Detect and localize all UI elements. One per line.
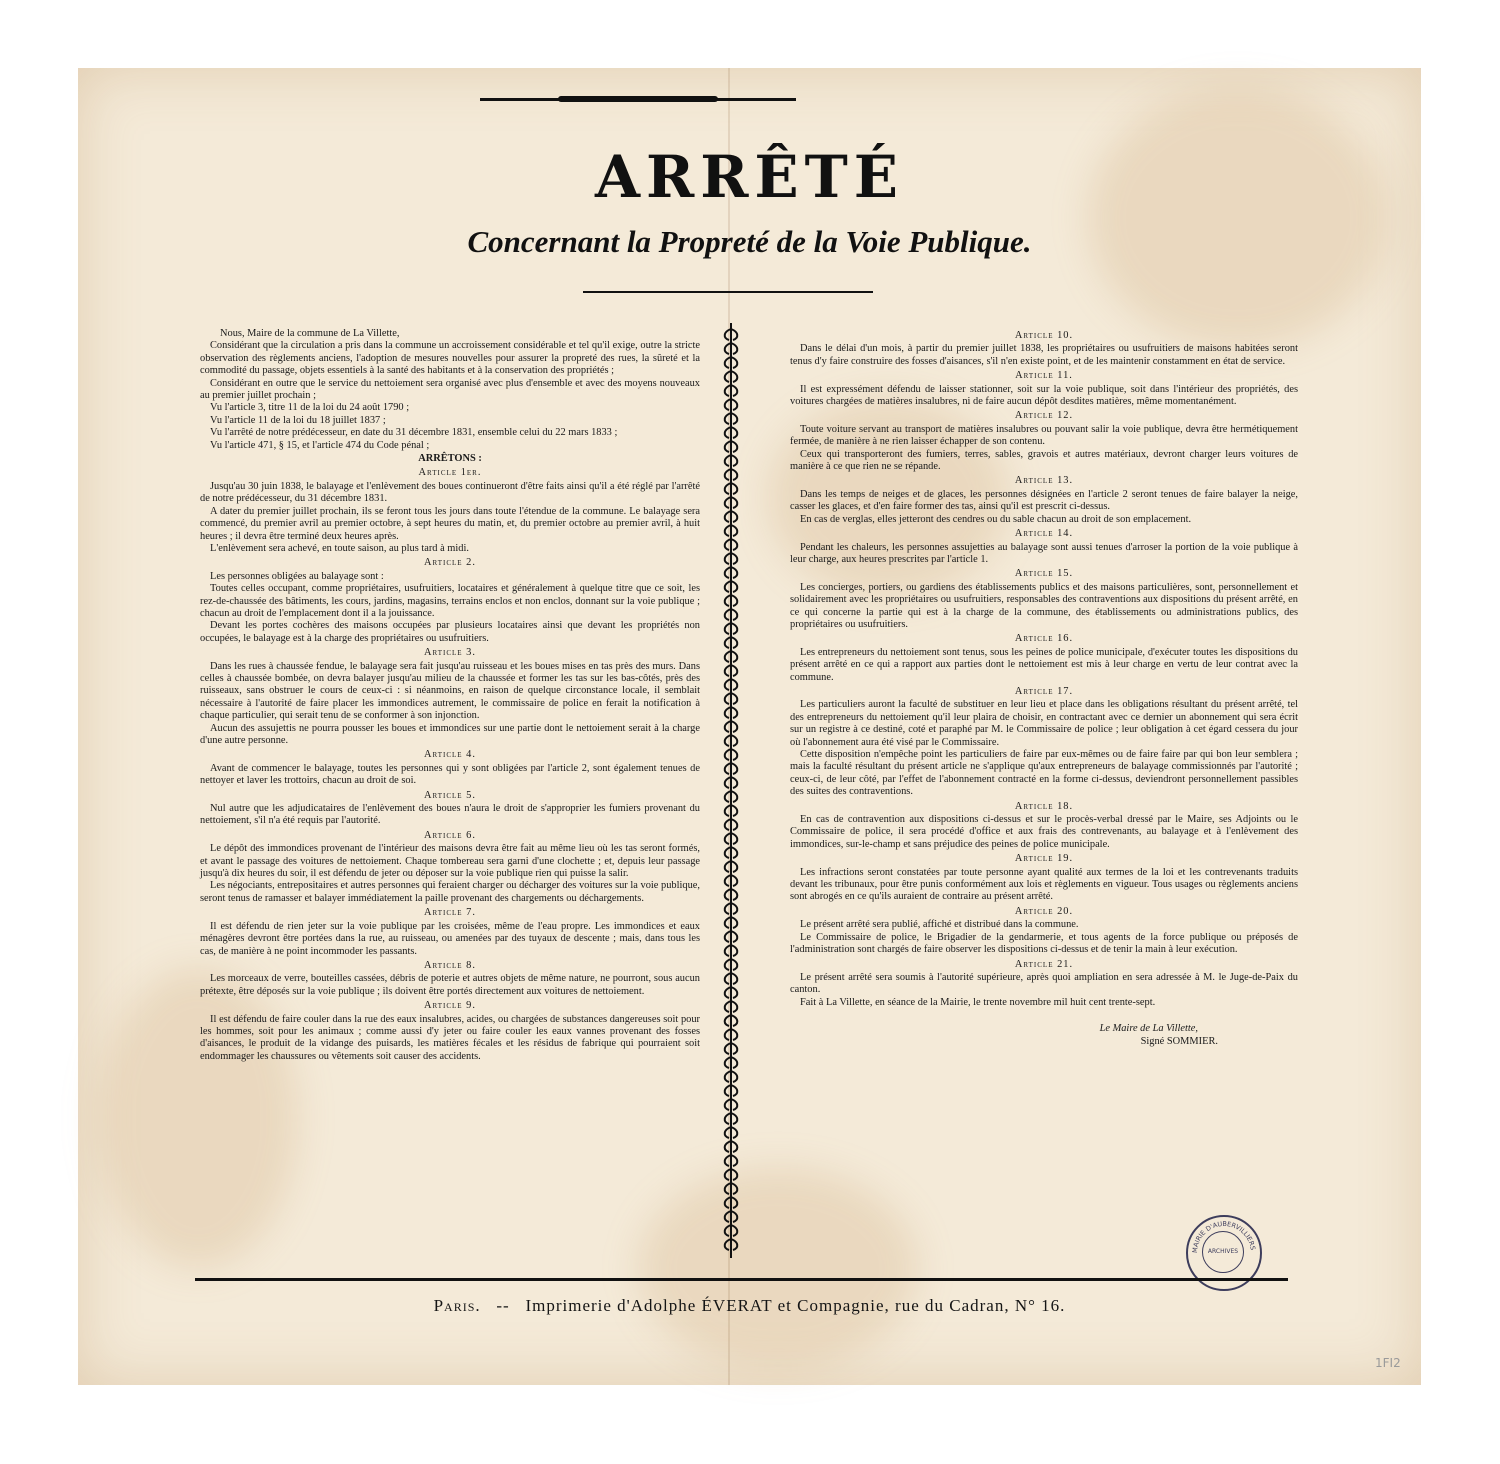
paragraph: Considérant en outre que le service du nettoiement sera organisé avec plus d'ensemble et avec des moyens nouveaux au premier juillet prochain ; [200,377,700,402]
stain [1088,88,1388,348]
paragraph: Ceux qui transporteront des fumiers, terres, sables, gravois et autres matériaux, devront charger leurs voitures de manière à ce que rien ne se répande. [790,448,1298,473]
paragraph: En cas de contravention aux dispositions ci-dessus et sur le procès-verbal dressé par le Maire, ses Adjoints ou le Commissaire de police, il sera procédé d'office et aux frais des contrevenants, au balayage et à l'enlèvement des immondices, sur-le-champ et sans préjudice des peines de police municipale. [790,814,1298,850]
stamp-center: ARCHIVES [1202,1231,1244,1273]
article-heading: Article 19. [1014,853,1074,865]
pencil-inventory-note: 1FI2 [1375,1356,1401,1370]
article-heading: Article 4. [424,749,476,761]
stain [638,1168,918,1368]
article-heading: Article 14. [1014,528,1074,540]
paragraph: Fait à La Villette, en séance de la Mairie, le trente novembre mil huit cent trente-sept. [800,996,1156,1008]
paragraph: Les morceaux de verre, bouteilles cassées, débris de poterie et autres objets de même nature, ne pourront, sous aucun prétexte, être déposés sur la voie publique ; ils doivent être portés directement aux voitures de nettoiement. [200,973,700,997]
printer-city: Paris. [433,1296,481,1315]
paragraph: Cette disposition n'empêche point les particuliers de faire par eux-mêmes ou de faire faire par qui bon leur semblera ; mais la faculté résultant du présent article ne s'applique qu'aux entrepreneurs de balayage commissionnés par l'autorité ; ceux-ci, de leur côté, par l'effet de l'abonnement contracté en la forme ci-dessus, deviendront personnellement passibles des suites des contraventions. [790,749,1298,798]
paragraph: Il est expressément défendu de laisser stationner, soit sur la voie publique, soit dans l'intérieur des propriétés, des voitures chargées de matières insalubres, ni de faire aucun dépôt desdites matières, même momentanément. [790,383,1298,408]
document-title: ARRÊTÉ [595,143,904,211]
paragraph: Dans les rues à chaussée fendue, le balayage sera fait jusqu'au ruisseau et les boues mises en tas près des murs. Dans celles à chaussée bombée, on devra balayer jusqu'au milieu de la chaussée et former les tas sur les bas-côtés, près des ruisseaux, sans obstruer le cours de ceux-ci : si néanmoins, en raison de quelque circonstance locale, il semblait nécessaire à l'autorité de faire placer les immondices autrement, le commissaire de police en ferait la notification à chaque particulier, qui serait tenu de se conformer à son injonction. [200,660,700,722]
paragraph: Le dépôt des immondices provenant de l'intérieur des maisons devra être fait au même lieu où les tas seront formés, et avant le passage des voitures de nettoiement. Chaque tombereau sera garni d'une clochette ; et, depuis leur passage jusqu'à dix heures du soir, il est défendu de jeter ou déposer sur la voie publique rien qui puisse la salir. [200,843,700,880]
article-heading: Article 1er. [418,467,482,479]
paragraph: Il est défendu de faire couler dans la rue des eaux insalubres, acides, ou chargées de substances dangereuses soit pour les hommes, soit pour les animaux ; comme aussi d'y jeter ou faire couler les eaux vannes provenant des fosses d'aisances, le produit de la vidange des puisards, les matières fécales et les résidus de fabrique qui pourraient soit endommager les chaussures ou vêtements soit causer des accidents. [200,1013,700,1062]
paragraph: En cas de verglas, elles jetteront des cendres ou du sable chacun au droit de son emplacement. [800,513,1192,525]
paragraph: Vu l'article 11 de la loi du 18 juillet 1837 ; [210,414,386,426]
article-heading: Article 2. [424,557,476,569]
paragraph: Pendant les chaleurs, les personnes assujetties au balayage sont aussi tenues d'arroser la portion de la voie publique à leur charge, aux heures prescrites par l'article 1. [790,541,1298,565]
paragraph: A dater du premier juillet prochain, ils se feront tous les jours dans toute l'étendue de la commune. Le balayage sera commencé, du premier avril au premier octobre, à sept heures du matin, et, du premier octobre au premier avril, à huit heures ; il devra être terminé deux heures après. [200,505,700,542]
stamp-ring-label: MAIRIE D'AUBERVILLIERS [1190,1219,1257,1254]
arretons-heading: ARRÊTONS : [418,453,482,465]
paragraph: Devant les portes cochères des maisons occupées par plusieurs locataires ainsi que devant les propriétés non occupées, le balayage est à la charge des propriétaires ou usufruitiers. [200,620,700,644]
paragraph: Avant de commencer le balayage, toutes les personnes qui y sont obligées par l'article 2, sont également tenues de nettoyer et laver les trottoirs, chacun au droit de soi. [200,762,700,787]
paragraph: L'enlèvement sera achevé, en toute saison, au plus tard à midi. [210,542,469,554]
article-heading: Article 13. [1014,475,1074,487]
paragraph: Les concierges, portiers, ou gardiens des établissements publics et des maisons particulières, sont, personnellement et solidairement avec les propriétaires ou usufruitiers, responsables des contraventions aux dispositions du présent arrêté, en ce qui concerne la partie qui est à la charge de la commune, des établissements ou administrations publics, des propriétaires ou usufruitiers. [790,581,1298,630]
printer-line [78,1296,1421,1316]
article-heading: Article 10. [1014,330,1074,341]
article-heading: Article 9. [424,1000,476,1012]
article-heading: Article 11. [1015,370,1073,382]
printer-dash: -- [496,1296,510,1315]
article-heading: Article 21. [1014,958,1074,970]
paragraph: Aucun des assujettis ne pourra pousser les boues et immondices sur une partie dont le nettoiement serait à la charge d'une autre personne. [200,722,700,746]
paragraph: Toute voiture servant au transport de matières insalubres ou pouvant salir la voie publique, devra être hermétiquement fermée, de manière à ne rien laisser échapper de son contenu. [790,423,1298,448]
paragraph: Les négociants, entrepositaires et autres personnes qui feraient charger ou décharger des voitures sur la voie publique, seront tenus de ramasser et balayer immédiatement la paille provenant des chargements ou déchargements. [200,880,700,904]
ornament-divider [721,323,741,1258]
paragraph: Il est défendu de rien jeter sur la voie publique par les croisées, même de l'eau propre. Les immondices et eaux ménagères devront être portées dans la rue, au ruisseau, ou amenées par des tuyaux de descente ; mais, dans tous les cas, de manière à ne point incommoder les passants. [200,920,700,957]
article-heading: Article 7. [424,907,476,919]
title-rule [583,291,873,293]
article-heading: Article 20. [1014,905,1074,917]
article-heading: Article 18. [1014,800,1074,812]
poster-sheet [78,68,1421,1385]
paragraph: Le présent arrêté sera soumis à l'autorité supérieure, après quoi ampliation en sera adressée à M. le Juge-de-Paix du canton. [790,971,1298,996]
paragraph: Dans les temps de neiges et de glaces, les personnes désignées en l'article 2 seront tenues de faire balayer la neige, casser les glaces, et d'en faire former des tas, ainsi qu'il est prescrit ci-dessus. [790,488,1298,513]
article-heading: Article 15. [1014,568,1074,580]
paragraph: Les particuliers auront la faculté de substituer en leur lieu et place dans les obligations résultant du présent arrêté, tel des entrepreneurs du nettoiement qu'il leur plaira de choisir, en contractant avec ce dernier un abonnement qui sera écrit sur un registre à ce destiné, coté et paraphé par M. le Commissaire de police ; leur obligation à cet égard cessera du jour où l'abonnement aura été visé par le Commissaire. [790,699,1298,748]
paragraph: Vu l'article 471, § 15, et l'article 474 du Code pénal ; [210,439,430,451]
article-heading: Article 6. [424,829,476,841]
paragraph: Considérant que la circulation a pris dans la commune un accroissement considérable et tel qu'il exige, outre la stricte observation des règlements anciens, l'adoption de mesures nouvelles pour assurer la propreté des rues, la sûreté et la commodité du passage, objets essentiels à la santé des habitants et à la conservation des propriétés ; [200,340,700,377]
paragraph: Vu l'arrêté de notre prédécesseur, en date du 31 décembre 1831, ensemble celui du 22 mars 1833 ; [210,427,618,439]
article-heading: Article 17. [1014,685,1074,697]
article-heading: Article 12. [1014,410,1074,422]
paragraph: Le présent arrêté sera publié, affiché et distribué dans la commune. [800,919,1079,931]
right-column [790,328,1298,1048]
paragraph: Jusqu'au 30 juin 1838, le balayage et l'enlèvement des boues continueront d'être faits ainsi qu'il a été réglé par l'arrêté de notre prédécesseur, du 31 décembre 1831. [200,480,700,505]
paragraph: Les infractions seront constatées par toute personne ayant qualité aux termes de la loi et les contrevenants traduits devant les tribunaux, pour être punis conformément aux lois et règlements en vigueur. Tous usages ou règlements anciens sont abrogés en ce qu'ils auraient de contraire au présent arrêté. [790,866,1298,903]
paragraph: Toutes celles occupant, comme propriétaires, usufruitiers, locataires et généralement à quelque titre que ce soit, les rez-de-chaussée des bâtiments, les cours, jardins, magasins, terrains enclos et non enclos, donnant sur la voie publique ; chacun au droit de l'emplacement dont il a la jouissance. [200,583,700,619]
article-heading: Article 16. [1014,633,1074,645]
paragraph: Vu l'article 3, titre 11 de la loi du 24 août 1790 ; [210,402,410,414]
left-column [200,328,700,1063]
paragraph: Nous, Maire de la commune de La Villette, [220,328,400,339]
paragraph: Les entrepreneurs du nettoiement sont tenus, sous les peines de police municipale, d'exécuter toutes les dispositions du présent arrêté en ce qui a rapport aux parties dont le nettoiement est mis à leur charge en vertu de leur contrat avec la commune. [790,646,1298,683]
paragraph: Le Commissaire de police, le Brigadier de la gendarmerie, et tous agents de la force publique ou préposés de l'administration sont chargés de faire observer les dispositions ci-dessus et de tenir la main à leur exécution. [790,931,1298,956]
paragraph: Nul autre que les adjudicataires de l'enlèvement des boues n'aura le droit de s'approprier les fumiers provenant du nettoiement, s'il n'a été requis par l'autorité. [200,803,700,827]
paragraph: Dans le délai d'un mois, à partir du premier juillet 1838, les propriétaires ou usufruitiers de maisons habitées seront tenus d'y faire construire des fosses d'aisances, s'il n'en existe point, et de les maintenir constamment en état de service. [790,343,1298,367]
article-heading: Article 5. [424,789,476,801]
bottom-rule [195,1278,1288,1281]
document-subtitle: Concernant la Propreté de la Voie Publique. [467,224,1032,259]
signatory-title: Le Maire de La Villette, [1099,1023,1198,1035]
printer-imprint: Imprimerie d'Adolphe ÉVERAT et Compagnie, rue du Cadran, N° 16. [525,1296,1066,1315]
top-rule-swell [558,96,718,102]
article-heading: Article 3. [424,647,476,659]
paragraph: Les personnes obligées au balayage sont : [210,570,384,582]
article-heading: Article 8. [424,959,476,971]
signature-line: Signé SOMMIER. [1140,1035,1218,1047]
